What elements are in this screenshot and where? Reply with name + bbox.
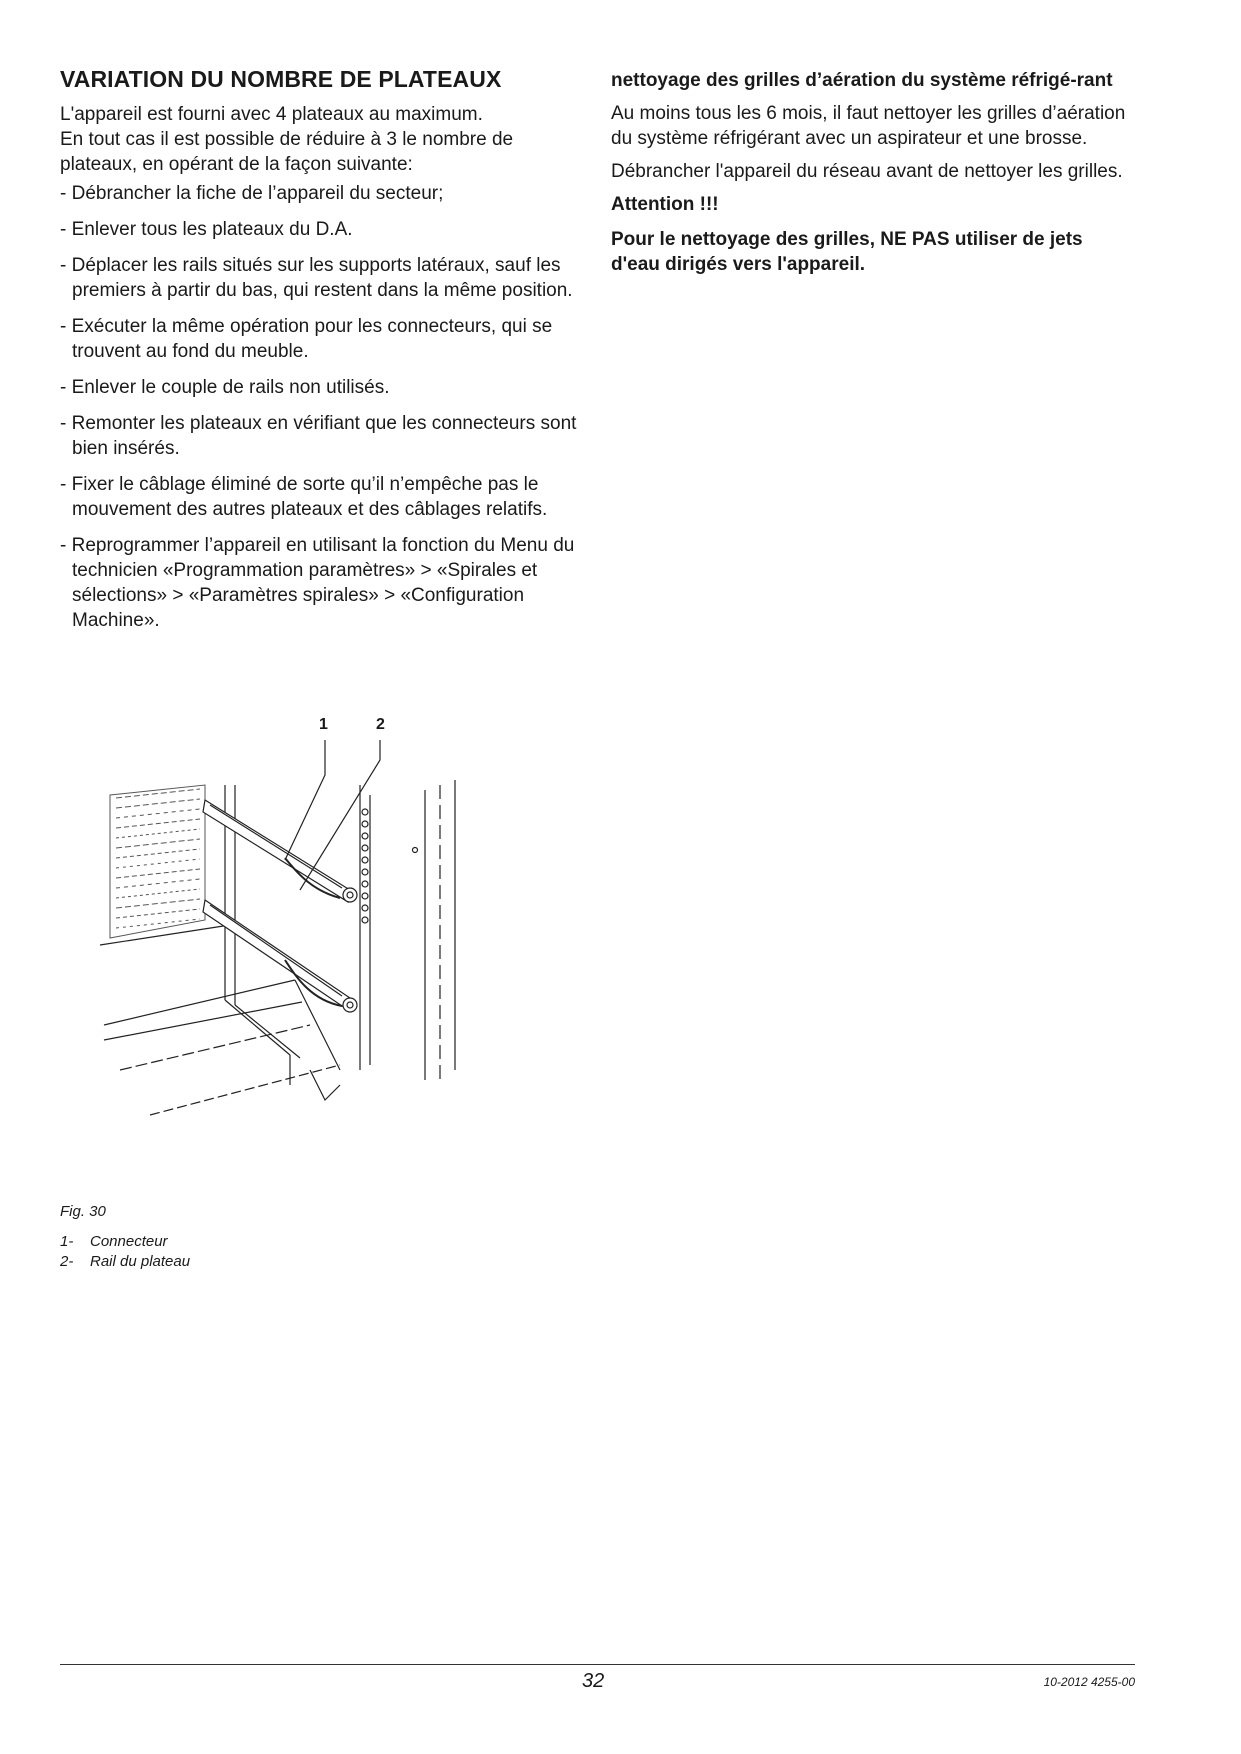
step-item: - Enlever le couple de rails non utilisés.	[60, 377, 390, 398]
legend-item	[60, 1232, 190, 1252]
step-item: - Déplacer les rails situés sur les supports latéraux, sauf les premiers à partir du bas, qui restent dans la même position.	[60, 255, 573, 301]
section-title: VARIATION DU NOMBRE DE PLATEAUX	[60, 66, 502, 92]
legend-number: 2-	[60, 1253, 74, 1270]
connector-holes	[362, 809, 368, 923]
right-column	[611, 68, 1131, 287]
page-number: 32	[582, 1670, 605, 1692]
figure-caption: Fig. 30	[60, 1203, 106, 1220]
cleaning-heading: nettoyage des grilles d’aération du système réfrigé-rant	[611, 70, 1113, 91]
figure-legend	[60, 1232, 190, 1272]
figure-30-illustration	[80, 716, 520, 1185]
intro-line: plateaux, en opérant de la façon suivante:	[60, 154, 413, 175]
legend-number: 1-	[60, 1233, 74, 1250]
leader-1	[285, 740, 325, 860]
intro-line: En tout cas il est possible de réduire à 3 le nombre de	[60, 129, 514, 150]
step-item: - Enlever tous les plateaux du D.A.	[60, 219, 353, 240]
intro-paragraph	[60, 102, 580, 177]
cleaning-paragraph: Au moins tous les 6 mois, il faut nettoyer les grilles d’aération du système réfrigérant avec un aspirateur et une brosse.	[611, 103, 1126, 149]
step-item: - Exécuter la même opération pour les connecteurs, qui se trouvent au fond du meuble.	[60, 316, 553, 362]
step-item: - Reprogrammer l’appareil en utilisant la fonction du Menu du technicien «Programmation paramètres» > «Spirales et sélections» > «Paramètres spirales» > «Configuration Machine».	[60, 535, 575, 631]
vent-panel	[110, 785, 205, 938]
legend-label: Connecteur	[90, 1233, 168, 1250]
step-item: - Débrancher la fiche de l’appareil du secteur;	[60, 183, 444, 204]
callout-1: 1	[319, 716, 328, 733]
procedure-steps	[60, 181, 580, 633]
step-item: - Fixer le câblage éliminé de sorte qu’il n’empêche pas le mouvement des autres plateaux et des câblages relatifs.	[60, 474, 548, 520]
left-column	[60, 64, 580, 644]
warning-paragraph: Pour le nettoyage des grilles, NE PAS utiliser de jets d'eau dirigés vers l'appareil.	[611, 229, 1083, 275]
attention-label: Attention !!!	[611, 194, 719, 215]
document-code: 10-2012 4255-00	[1043, 1675, 1135, 1689]
intro-line: L'appareil est fourni avec 4 plateaux au maximum.	[60, 104, 483, 125]
legend-item	[60, 1252, 190, 1272]
legend-label: Rail du plateau	[90, 1253, 191, 1270]
step-item: - Remonter les plateaux en vérifiant que les connecteurs sont bien insérés.	[60, 413, 577, 459]
unplug-paragraph: Débrancher l'appareil du réseau avant de nettoyer les grilles.	[611, 161, 1123, 182]
footer-divider	[60, 1664, 1135, 1665]
callout-2: 2	[376, 716, 385, 733]
